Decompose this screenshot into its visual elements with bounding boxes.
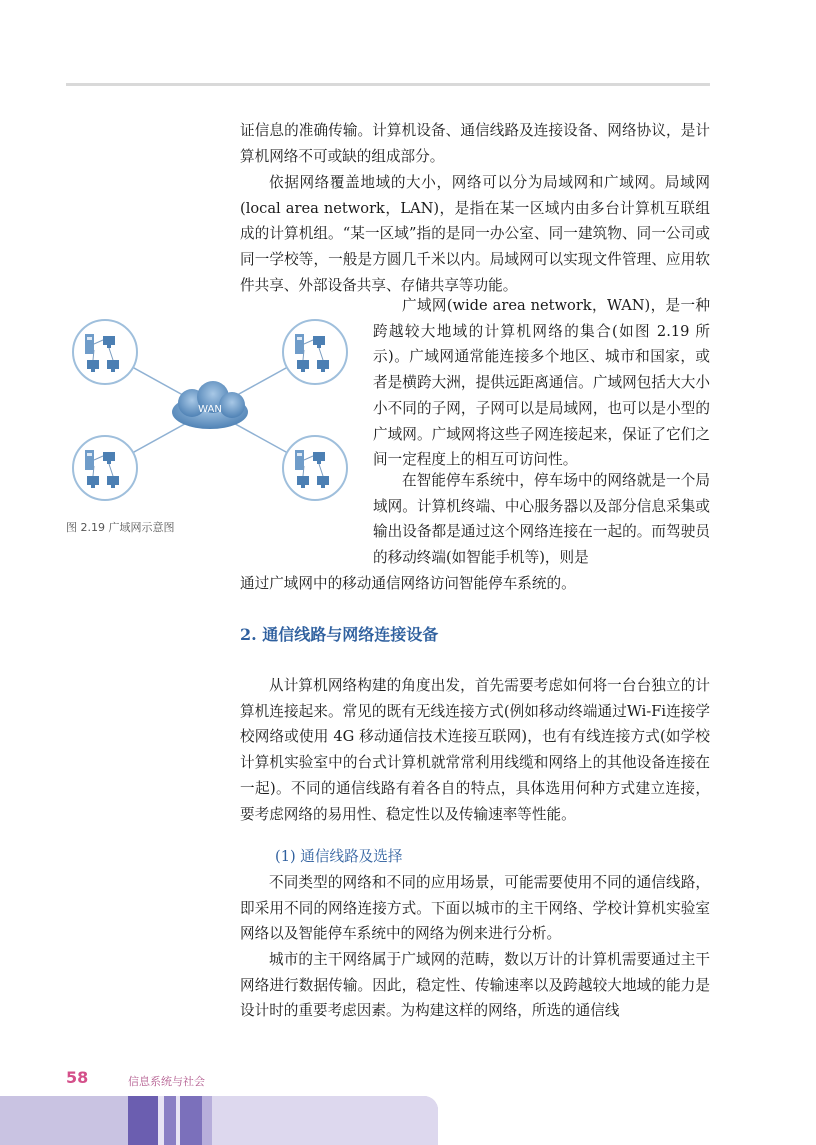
paragraph-5: 从计算机网络构建的角度出发，首先需要考虑如何将一台台独立的计算机连接起来。常见的既有无线连接方式(例如移动终端通过Wi-Fi连接学校网络或使用 4G 移动通信技术连接互联网)，也有有线连接方式(如学校计算机实验室中的台式计算机就常常利用线缆和网络上的其他设备连接在一起)。不同的通信线路有着各自的特点，具体选用何种方式建立连接，要考虑网络的易用性、稳定性以及传输速率等性能。 [240, 677, 710, 823]
lan-node-top-left [73, 320, 137, 384]
footer-color-band [0, 1096, 438, 1145]
paragraph-6: 不同类型的网络和不同的应用场景，可能需要使用不同的通信线路，即采用不同的网络连接方式。下面以城市的主干网络、学校计算机实验室网络以及智能停车系统中的网络为例来进行分析。 [240, 874, 710, 943]
paragraph-3: 广域网(wide area network，WAN)，是一种跨越较大地域的计算机网络的集合(如图 2.19 所示)。广域网通常能连接多个地区、城市和国家，或者是横跨大洲，提供远距离通信。广域网包括大大小小不同的子网，子网可以是局域网，也可以是小型的广域网。广域网将这些子网连接起来，保证了它们之间一定程度上的相互可访问性。 [373, 297, 710, 469]
wan-label: WAN [198, 404, 222, 415]
wan-diagram [60, 310, 360, 510]
paragraph-4-continued: 通过广域网中的移动通信网络访问智能停车系统的。 [240, 575, 576, 592]
wan-cloud [172, 381, 248, 429]
lan-node-top-right [283, 320, 347, 384]
paragraph-1: 证信息的准确传输。计算机设备、通信线路及连接设备、网络协议，是计算机网络不可或缺的组成部分。 [240, 122, 710, 165]
figure-caption: 图 2.19 广域网示意图 [66, 521, 175, 534]
lan-node-bottom-right [283, 436, 347, 500]
paragraph-7: 城市的主干网络属于广域网的范畴，数以万计的计算机需要通过主干网络进行数据传输。因此，稳定性、传输速率以及跨越较大地域的能力是设计时的重要考虑因素。为构建这样的网络，所选的通信线 [240, 951, 710, 1020]
section-heading: 2. 通信线路与网络连接设备 [240, 625, 439, 644]
paragraph-2: 依据网络覆盖地域的大小，网络可以分为局域网和广域网。局域网(local area network，LAN)，是指在某一区域内由多台计算机互联组成的计算机组。“某一区域”指的是同一办公室、同一建筑物、同一公司或同一学校等，一般是方圆几千米以内。局域网可以实现文件管理、应用软件共享、外部设备共享、存储共享等功能。 [240, 174, 710, 294]
page-number: 58 [66, 1068, 89, 1087]
lan-node-bottom-left [73, 436, 137, 500]
subsection-heading: (1) 通信线路及选择 [275, 848, 403, 865]
paragraph-4-wrapped: 在智能停车系统中，停车场中的网络就是一个局域网。计算机终端、中心服务器以及部分信息采集或输出设备都是通过这个网络连接在一起的。而驾驶员的移动终端(如智能手机等)，则是 [373, 472, 710, 567]
top-rule [66, 83, 710, 86]
book-title: 信息系统与社会 [128, 1075, 205, 1088]
